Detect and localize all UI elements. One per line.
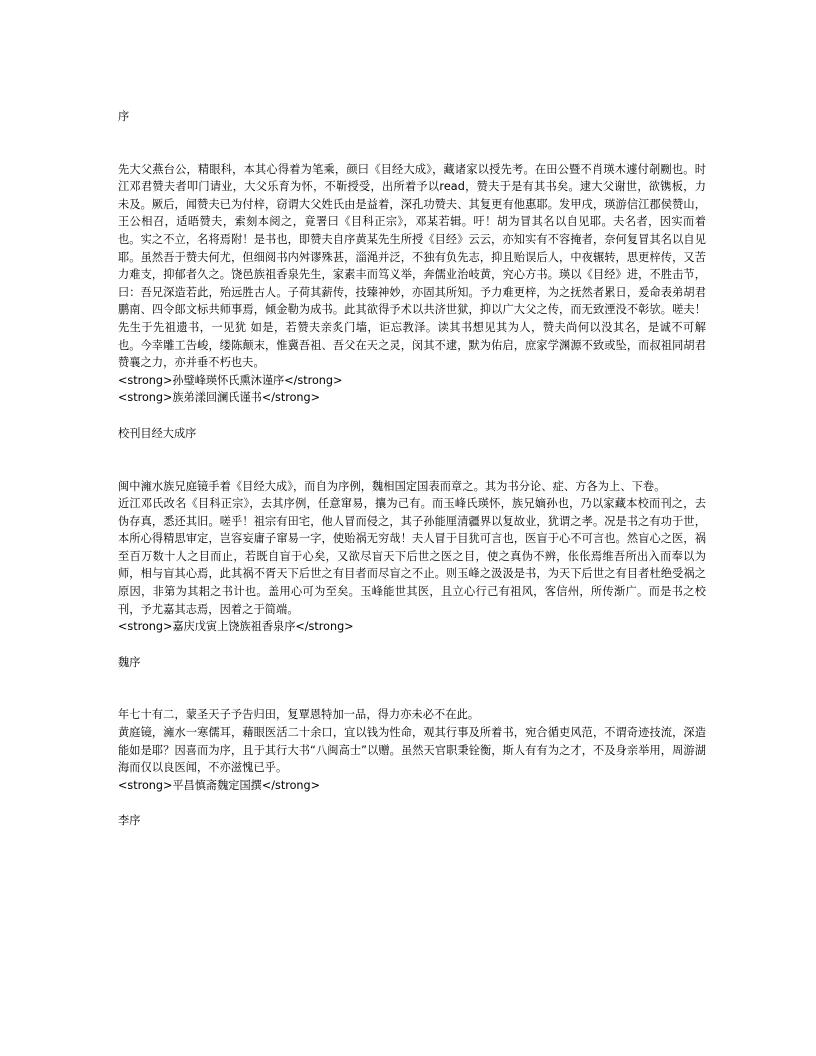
paragraph-weixu-1: 年七十有二，蒙圣天子予告归田，复覃恩特加一品，得力亦未必不在此。 [118, 708, 480, 722]
spacer [118, 636, 706, 654]
section-heading-lixu: 李序 [118, 814, 141, 828]
signature-weixu: <strong>平昌慎斋魏定国撰</strong> [118, 778, 320, 792]
paragraph-xu-main: 先大父燕台公，精眼科，本其心得着为笔乘，颜曰《目经大成》，藏诸家以授先考。在田公暨不肖瑛木遽付剞劂也。时 江邓君赞夫者叩门请业，大父乐育为怀，不靳授受，出所着予以read，赞夫于是有其书矣。逮大父谢世，欲镌板，力未及。厥后，闻赞夫已为付梓，窃谓大父姓氏由是益着，深孔功赞夫、其复更有他惠耶。发甲戌，瑛游信江郡侯赞山，王公相召，适晤赞夫，索刻本阅之，竟署曰《目科正宗》，邓某若辑。吁！胡为冒其名以自见耶。夫名者，因实而着也。实之不立，名将焉附！是书也，即赞夫自序黄某先生所授《目经》云云，亦知实有不容掩者，奈何复冒其名以自见耶。虽然吾于赞夫何尤，但细阅书内舛谬殊甚，淄渑并泛，不独有负先志，抑且贻误后人，中夜辗转，思更梓传，又苦力难支，抑郁者久之。饶邑族祖香泉先生，家素丰而笃义举，奔儒业治岐黄，究心方书。瑛以《目经》进，不胜击节，曰：吾兄深造若此，殆远胜古人。子荷其薪传，技臻神妙，亦固其所知。予力难更梓，为之抚然者累日，爰命表弟胡君鹏南、四令郎文标共师事焉，倾金勒为成书。此其欲得予术以共济世狱，抑以广大父之传，而无致湮没不彰欤。嗟夫！先生于先祖遗书，一见犹 如是，若赞夫亲炙门墙，讵忘教泽。读其书想见其为人，赞夫尚何以没其名，是诚不可解也。今幸雕工告峻，缕陈颠末，惟冀吾祖、吾父在天之灵，闵其不逮，默为佑启，庶家学渊源不致或坠，而叔祖同胡君赞襄之力，亦并垂不朽也夫。 [118, 162, 706, 370]
spacer [118, 794, 706, 812]
section-heading-xu: 序 [118, 110, 130, 123]
signature-xu-2: <strong>族弟漾回澜氏谨书</strong> [118, 391, 320, 405]
document-body [118, 108, 706, 830]
paragraph-jiaokan-1: 闽中澭水族兄庭镜手着《目经大成》，而自为序例，魏相国定国表而章之。其为书分论、症、方各为上、下卷。 [118, 479, 666, 493]
signature-xu-1: <strong>孙璧峰瑛怀氏熏沐谨序</strong> [118, 373, 343, 387]
spacer [118, 126, 706, 161]
paragraph-jiaokan-2: 近江邓氏改名《目科正宗》，去其序例，任意窜易，攘为己有。而玉峰氏瑛怀，族兄嫡孙也，乃以家藏本校而刊之，去伪存真，悉还其旧。嗟乎！祖宗有田宅，他人冒而侵之，其子孙能厘清疆界以复故业，犹谓之孝。况是书之有功于世，本所心得精思审定，岂容妄庸子窜易一字，使贻祸无穷哉！夫人冒于目犹可言也，医盲于心不可言也。然盲心之医，祸至百万数十人之目而止，若既自盲于心矣，又欲尽盲天下后世之医之目，使之真伪不辨，伥伥焉维吾所出入而奉以为师，相与盲其心焉，此其祸不胥天下后世之有目者而尽盲之不止。则玉峰之汲汲是书，为天下后世之有目者杜绝受祸之原因，非第为其耜之书计也。盖用心可为至矣。玉峰能世其医，且立心行己有祖风，客信州，所传渐广。而是书之校刊，予尤嘉其志焉，因着之于简端。 [118, 497, 706, 616]
section-heading-jiaokan: 校刊目经大成序 [118, 426, 197, 440]
paragraph-weixu-2: 黄庭镜，澭水一寒儒耳，藉眼医活二十余口，宜以钱为性命，观其行事及所着书，宛合循吏风范，不谓奇迹技流，深造能如是耶？因喜而为序，且于其行大书“八闽高士”以赠。虽然天官职秉铨衡，斯人有有为之才，不及身亲举用，周游湖海而仅以良医闻，不亦滋愧已乎。 [118, 726, 706, 775]
section-heading-weixu: 魏序 [118, 655, 141, 669]
signature-jiaokan: <strong>嘉庆戊寅上饶族祖香泉序</strong> [118, 620, 354, 634]
spacer [118, 407, 706, 425]
spacer [118, 443, 706, 478]
spacer [118, 671, 706, 706]
